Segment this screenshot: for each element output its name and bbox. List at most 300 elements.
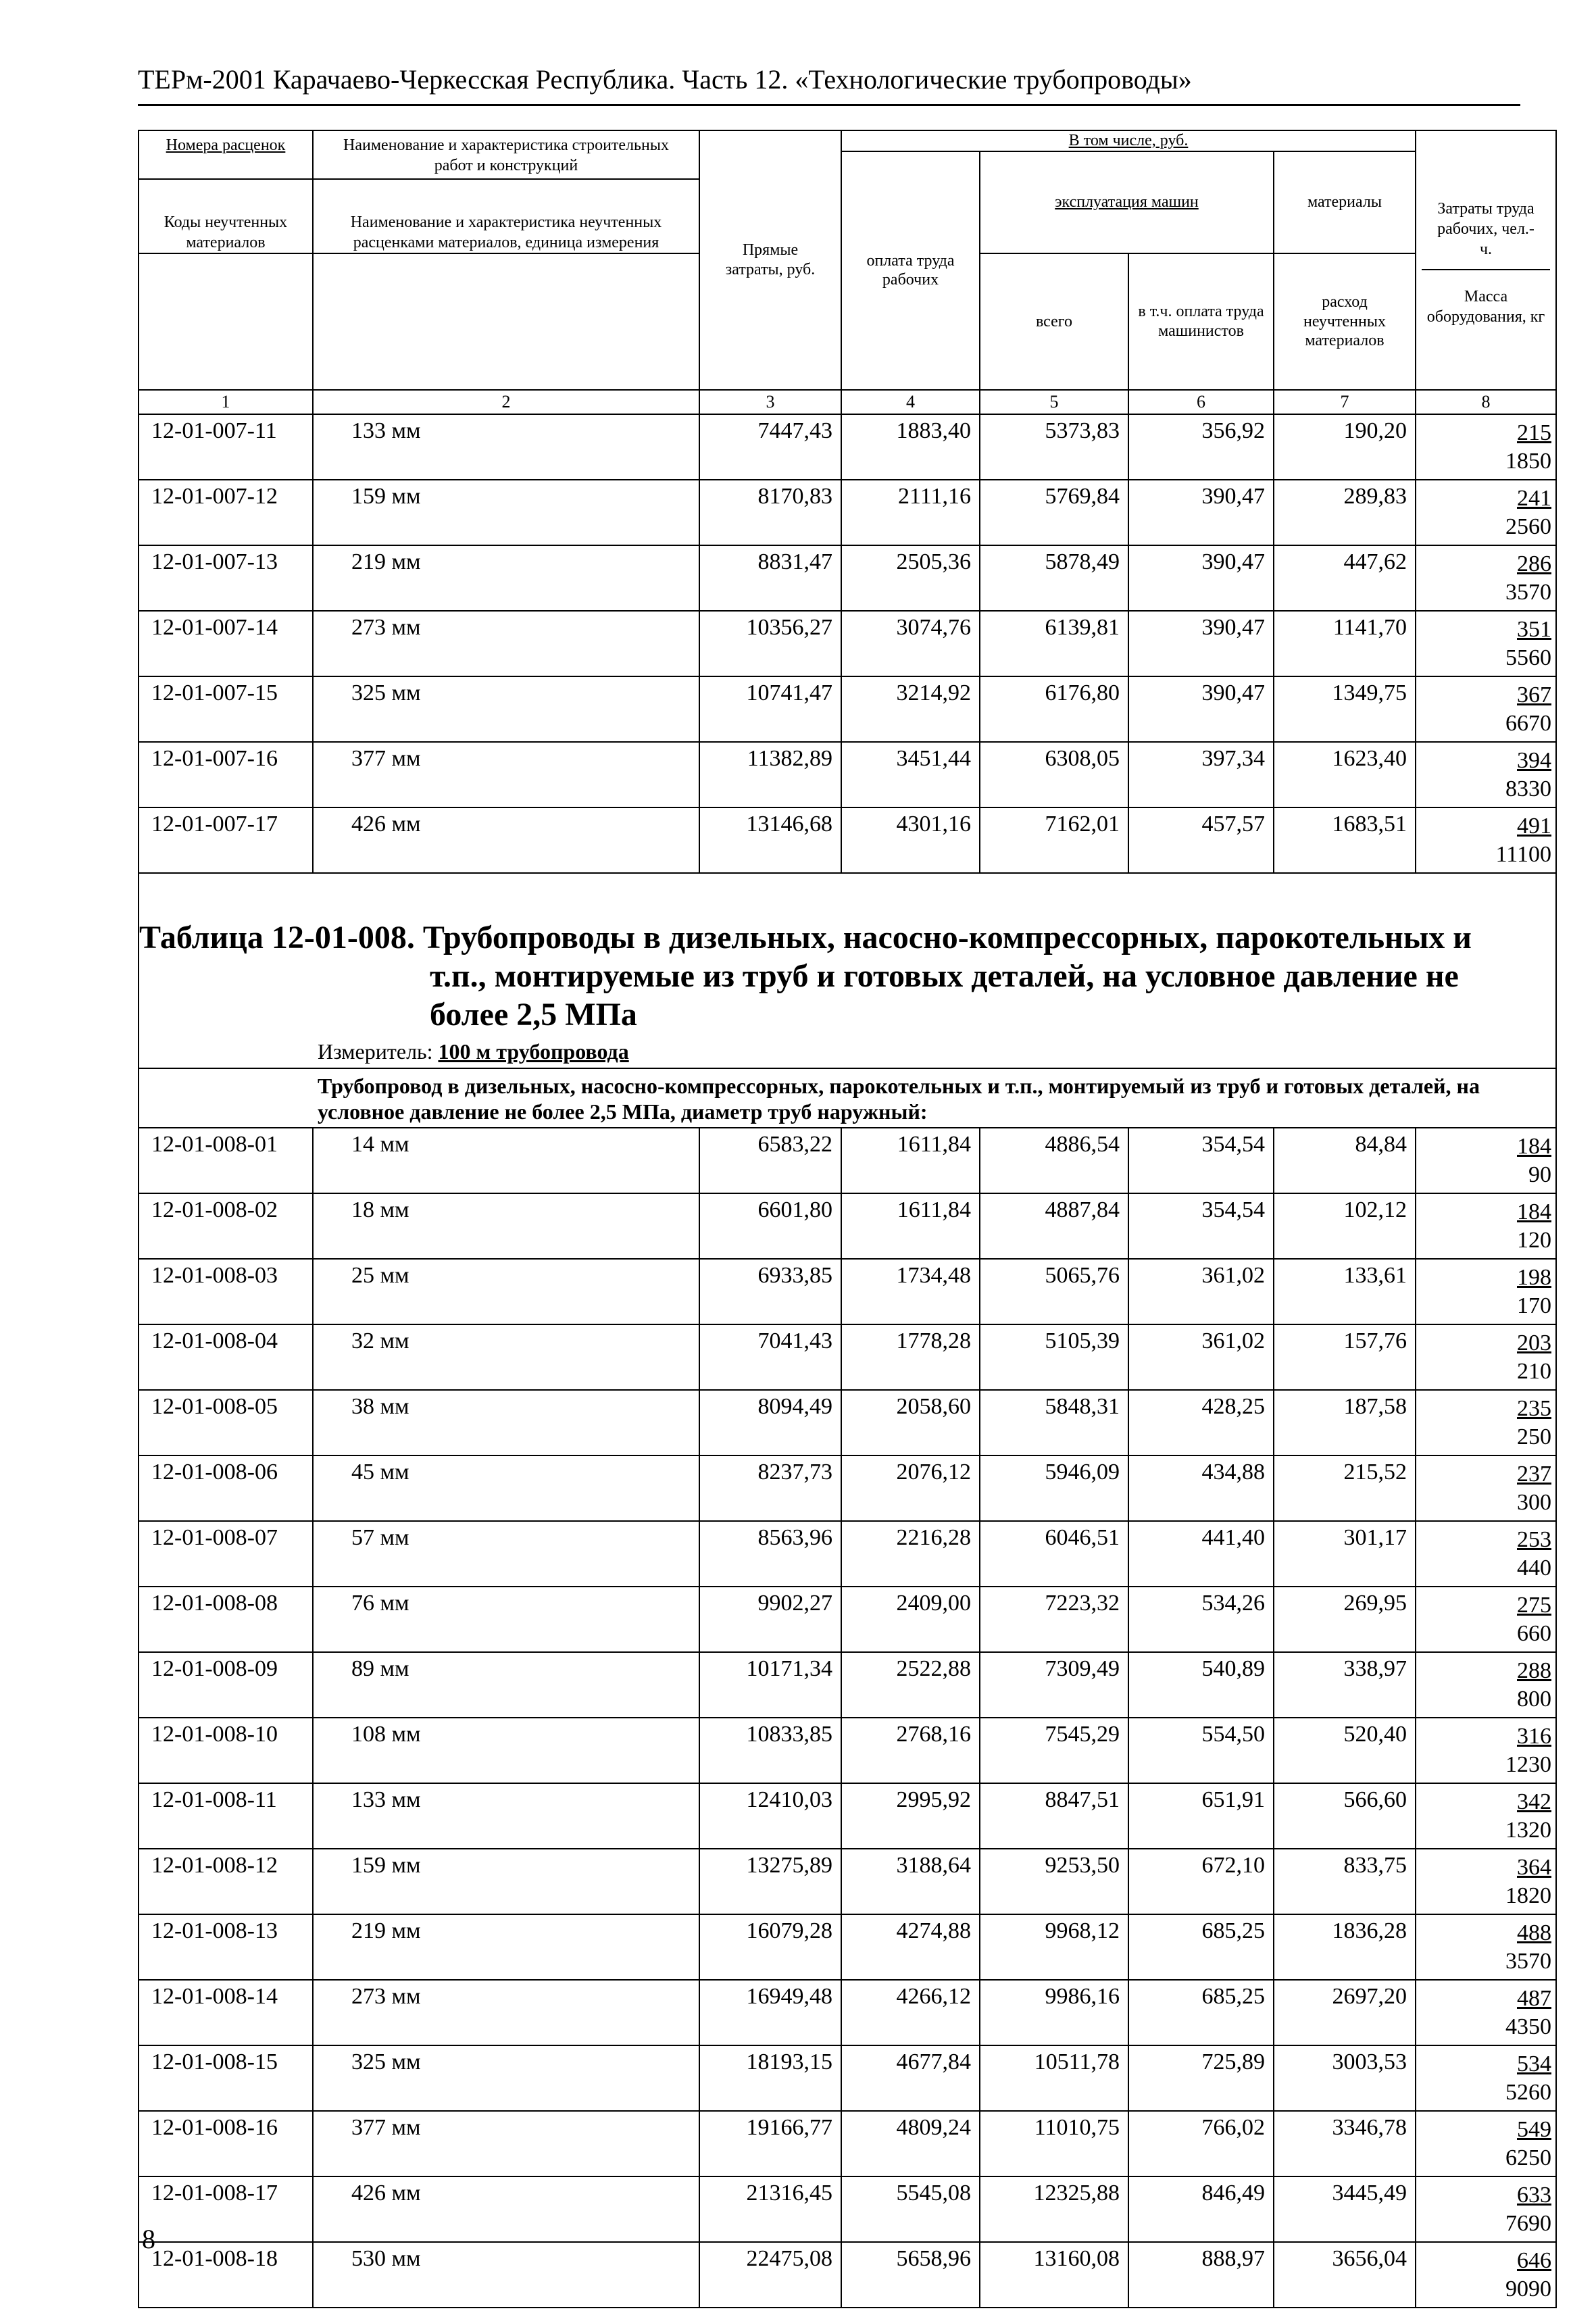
col8-header (1416, 130, 1556, 390)
equipment-mass: 4350 (1505, 2014, 1551, 2039)
machine-costs-total: 7545,29 (980, 1718, 1128, 1783)
rate-code: 12-01-008-01 (139, 1128, 313, 1193)
labor-hours: 235 (1517, 1395, 1551, 1421)
workers-wages: 1611,84 (841, 1193, 980, 1259)
table-row (139, 1783, 1556, 1849)
rate-code: 12-01-008-09 (139, 1652, 313, 1718)
operators-wages: 685,25 (1128, 1914, 1274, 1980)
table-row (139, 545, 1556, 611)
labor-mass-cell (1416, 611, 1556, 676)
machine-costs-total: 5769,84 (980, 480, 1128, 545)
rate-code: 12-01-008-07 (139, 1521, 313, 1587)
rate-code: 12-01-007-17 (139, 807, 313, 873)
labor-mass-cell (1416, 414, 1556, 480)
materials-costs: 338,97 (1274, 1652, 1416, 1718)
operators-wages: 441,40 (1128, 1521, 1274, 1587)
expl-header: эксплуатация машин (980, 151, 1274, 253)
table-row (139, 414, 1556, 480)
pipe-diameter: 25 мм (313, 1259, 699, 1324)
materials-costs: 84,84 (1274, 1128, 1416, 1193)
machine-costs-total: 7309,49 (980, 1652, 1128, 1718)
workers-wages: 2216,28 (841, 1521, 980, 1587)
machine-costs-total: 9986,16 (980, 1980, 1128, 2045)
labor-hours: 342 (1517, 1789, 1551, 1814)
col1-bottom: Коды неучтенных материалов (164, 214, 288, 251)
labor-hours: 633 (1517, 2182, 1551, 2208)
operators-wages: 540,89 (1128, 1652, 1274, 1718)
labor-mass-cell (1416, 1521, 1556, 1587)
labor-mass-cell (1416, 545, 1556, 611)
running-header: ТЕРм-2001 Карачаево-Черкесская Республика. Часть 12. «Технологические трубопроводы» (138, 64, 1192, 95)
equipment-mass: 8330 (1505, 776, 1551, 801)
section-heading: Трубопровод в дизельных, насосно-компрессорных, парокотельных и т.п., монтируемый из труб и готовых деталей, на условное давление не более 2,5 МПа, диаметр труб наружный: (139, 1068, 1556, 1128)
column-number: 2 (313, 390, 699, 414)
direct-costs: 13275,89 (699, 1849, 841, 1914)
col5-header: всего (980, 253, 1128, 390)
measure-unit (139, 1034, 1555, 1068)
materials-costs: 157,76 (1274, 1324, 1416, 1390)
materials-costs: 833,75 (1274, 1849, 1416, 1914)
equipment-mass: 170 (1517, 1293, 1551, 1318)
labor-hours: 316 (1517, 1723, 1551, 1749)
workers-wages: 1883,40 (841, 414, 980, 480)
direct-costs: 8831,47 (699, 545, 841, 611)
equipment-mass: 300 (1517, 1489, 1551, 1515)
pipe-diameter: 14 мм (313, 1128, 699, 1193)
direct-costs: 8563,96 (699, 1521, 841, 1587)
pipe-diameter: 325 мм (313, 676, 699, 742)
col6-header: в т.ч. оплата труда машинистов (1128, 253, 1274, 390)
equipment-mass: 2560 (1505, 514, 1551, 539)
column-number: 8 (1416, 390, 1556, 414)
rate-code: 12-01-008-18 (139, 2242, 313, 2308)
machine-costs-total: 6176,80 (980, 676, 1128, 742)
table-row (139, 1455, 1556, 1521)
pipe-diameter: 273 мм (313, 1980, 699, 2045)
rate-code: 12-01-008-16 (139, 2111, 313, 2176)
direct-costs: 10356,27 (699, 611, 841, 676)
operators-wages: 428,25 (1128, 1390, 1274, 1455)
materials-costs: 566,60 (1274, 1783, 1416, 1849)
rate-code: 12-01-008-10 (139, 1718, 313, 1783)
operators-wages: 534,26 (1128, 1587, 1274, 1652)
rate-code: 12-01-007-14 (139, 611, 313, 676)
rate-code: 12-01-008-15 (139, 2045, 313, 2111)
rate-code: 12-01-007-12 (139, 480, 313, 545)
workers-wages: 4677,84 (841, 2045, 980, 2111)
table-title (139, 874, 1555, 1034)
direct-costs: 8237,73 (699, 1455, 841, 1521)
rate-code: 12-01-008-12 (139, 1849, 313, 1914)
col2-bottom: Наименование и характеристика неучтенных расценками материалов, единица измерения (350, 214, 662, 251)
direct-costs: 21316,45 (699, 2176, 841, 2242)
machine-costs-total: 4886,54 (980, 1128, 1128, 1193)
col1-top: Номера расценок (139, 131, 312, 180)
materials-costs: 133,61 (1274, 1259, 1416, 1324)
machine-costs-total: 5373,83 (980, 414, 1128, 480)
labor-hours: 288 (1517, 1658, 1551, 1683)
operators-wages: 356,92 (1128, 414, 1274, 480)
equipment-mass: 5560 (1505, 645, 1551, 670)
rates-table (138, 130, 1557, 2308)
operators-wages: 457,57 (1128, 807, 1274, 873)
pipe-diameter: 133 мм (313, 414, 699, 480)
table-title-row (139, 873, 1556, 1068)
labor-mass-cell (1416, 1652, 1556, 1718)
equipment-mass: 1820 (1505, 1883, 1551, 1908)
machine-costs-total: 12325,88 (980, 2176, 1128, 2242)
labor-hours: 487 (1517, 1985, 1551, 2011)
operators-wages: 390,47 (1128, 611, 1274, 676)
pipe-diameter: 159 мм (313, 480, 699, 545)
machine-costs-total: 7162,01 (980, 807, 1128, 873)
workers-wages: 4274,88 (841, 1914, 980, 1980)
labor-mass-cell (1416, 1980, 1556, 2045)
rate-code: 12-01-007-13 (139, 545, 313, 611)
direct-costs: 13146,68 (699, 807, 841, 873)
materials-costs: 1141,70 (1274, 611, 1416, 676)
equipment-mass: 800 (1517, 1686, 1551, 1712)
direct-costs: 7041,43 (699, 1324, 841, 1390)
table-title-line: более 2,5 МПа (430, 997, 637, 1032)
pipe-diameter: 57 мм (313, 1521, 699, 1587)
labor-mass-cell (1416, 1324, 1556, 1390)
machine-costs-total: 9253,50 (980, 1849, 1128, 1914)
labor-hours: 275 (1517, 1592, 1551, 1618)
column-number: 7 (1274, 390, 1416, 414)
col2-top: Наименование и характеристика строительных работ и конструкций (314, 131, 699, 180)
equipment-mass: 1320 (1505, 1817, 1551, 1843)
workers-wages: 5545,08 (841, 2176, 980, 2242)
workers-wages: 2768,16 (841, 1718, 980, 1783)
materials-costs: 102,12 (1274, 1193, 1416, 1259)
labor-hours: 534 (1517, 2051, 1551, 2076)
operators-wages: 685,25 (1128, 1980, 1274, 2045)
column-number: 3 (699, 390, 841, 414)
equipment-mass: 6670 (1505, 711, 1551, 736)
col2-header (313, 130, 699, 253)
labor-hours: 198 (1517, 1264, 1551, 1290)
materials-costs: 1349,75 (1274, 676, 1416, 742)
labor-mass-cell (1416, 807, 1556, 873)
direct-costs: 16079,28 (699, 1914, 841, 1980)
pipe-diameter: 325 мм (313, 2045, 699, 2111)
operators-wages: 361,02 (1128, 1259, 1274, 1324)
pipe-diameter: 377 мм (313, 2111, 699, 2176)
pipe-diameter: 108 мм (313, 1718, 699, 1783)
workers-wages: 1778,28 (841, 1324, 980, 1390)
labor-hours: 184 (1517, 1199, 1551, 1224)
equipment-mass: 1850 (1505, 449, 1551, 474)
col7-header: расход неучтенных материалов (1274, 253, 1416, 390)
pipe-diameter: 273 мм (313, 611, 699, 676)
machine-costs-total: 5878,49 (980, 545, 1128, 611)
equipment-mass: 90 (1528, 1162, 1551, 1187)
table-row (139, 1128, 1556, 1193)
workers-wages: 3188,64 (841, 1849, 980, 1914)
machine-costs-total: 7223,32 (980, 1587, 1128, 1652)
direct-costs: 11382,89 (699, 742, 841, 807)
workers-wages: 4301,16 (841, 807, 980, 873)
col3-header: Прямые затраты, руб. (699, 130, 841, 390)
workers-wages: 2995,92 (841, 1783, 980, 1849)
pipe-diameter: 426 мм (313, 2176, 699, 2242)
operators-wages: 651,91 (1128, 1783, 1274, 1849)
labor-mass-cell (1416, 1193, 1556, 1259)
materials-costs: 1836,28 (1274, 1914, 1416, 1980)
labor-hours: 215 (1517, 420, 1551, 445)
operators-wages: 390,47 (1128, 676, 1274, 742)
direct-costs: 8094,49 (699, 1390, 841, 1455)
labor-mass-cell (1416, 2111, 1556, 2176)
materials-costs: 215,52 (1274, 1455, 1416, 1521)
machine-costs-total: 6046,51 (980, 1521, 1128, 1587)
materials-costs: 187,58 (1274, 1390, 1416, 1455)
direct-costs: 16949,48 (699, 1980, 841, 2045)
workers-wages: 3214,92 (841, 676, 980, 742)
machine-costs-total: 5848,31 (980, 1390, 1128, 1455)
labor-hours: 367 (1517, 682, 1551, 707)
labor-hours: 351 (1517, 617, 1551, 642)
equipment-mass: 210 (1517, 1358, 1551, 1384)
workers-wages: 1734,48 (841, 1259, 980, 1324)
operators-wages: 354,54 (1128, 1193, 1274, 1259)
labor-mass-cell (1416, 1455, 1556, 1521)
labor-mass-cell (1416, 676, 1556, 742)
equipment-mass: 660 (1517, 1620, 1551, 1646)
materials-costs: 3656,04 (1274, 2242, 1416, 2308)
table-row (139, 1521, 1556, 1587)
pipe-diameter: 426 мм (313, 807, 699, 873)
direct-costs: 10741,47 (699, 676, 841, 742)
operators-wages: 554,50 (1128, 1718, 1274, 1783)
rate-code: 12-01-007-16 (139, 742, 313, 807)
equipment-mass: 5260 (1505, 2079, 1551, 2105)
direct-costs: 22475,08 (699, 2242, 841, 2308)
pipe-diameter: 89 мм (313, 1652, 699, 1718)
labor-mass-cell (1416, 2242, 1556, 2308)
operators-wages: 766,02 (1128, 2111, 1274, 2176)
workers-wages: 4266,12 (841, 1980, 980, 2045)
machine-costs-total: 5065,76 (980, 1259, 1128, 1324)
table-row (139, 1259, 1556, 1324)
rate-code: 12-01-008-08 (139, 1587, 313, 1652)
table-row (139, 1587, 1556, 1652)
measure-value: 100 м трубопровода (438, 1039, 629, 1064)
direct-costs: 12410,03 (699, 1783, 841, 1849)
materials-costs: 269,95 (1274, 1587, 1416, 1652)
labor-mass-cell (1416, 1718, 1556, 1783)
workers-wages: 2409,00 (841, 1587, 980, 1652)
labor-hours: 184 (1517, 1133, 1551, 1159)
rate-code: 12-01-008-11 (139, 1783, 313, 1849)
table-title-line: Таблица 12-01-008. Трубопроводы в дизельных, насосно-компрессорных, парокотельных и (139, 920, 1472, 955)
workers-wages: 3451,44 (841, 742, 980, 807)
direct-costs: 10171,34 (699, 1652, 841, 1718)
column-number: 5 (980, 390, 1128, 414)
workers-wages: 3074,76 (841, 611, 980, 676)
operators-wages: 390,47 (1128, 545, 1274, 611)
pipe-diameter: 45 мм (313, 1455, 699, 1521)
materials-costs: 3346,78 (1274, 2111, 1416, 2176)
incl-header: В том числе, руб. (841, 130, 1416, 151)
measure-label: Измеритель: (318, 1039, 439, 1064)
equipment-mass: 6250 (1505, 2145, 1551, 2170)
pipe-diameter: 219 мм (313, 1914, 699, 1980)
materials-costs: 190,20 (1274, 414, 1416, 480)
materials-costs: 1683,51 (1274, 807, 1416, 873)
workers-wages: 2522,88 (841, 1652, 980, 1718)
table-row (139, 1718, 1556, 1783)
workers-wages: 2505,36 (841, 545, 980, 611)
machine-costs-total: 10511,78 (980, 2045, 1128, 2111)
table-row (139, 2242, 1556, 2308)
direct-costs: 9902,27 (699, 1587, 841, 1652)
equipment-mass: 11100 (1495, 842, 1551, 867)
table-row (139, 480, 1556, 545)
col8-top: Затраты труда рабочих, чел.-ч. (1422, 193, 1550, 270)
workers-wages: 2076,12 (841, 1455, 980, 1521)
table-row (139, 742, 1556, 807)
operators-wages: 888,97 (1128, 2242, 1274, 2308)
labor-mass-cell (1416, 1849, 1556, 1914)
table-row (139, 2176, 1556, 2242)
workers-wages: 4809,24 (841, 2111, 980, 2176)
equipment-mass: 9090 (1505, 2276, 1551, 2301)
materials-costs: 3003,53 (1274, 2045, 1416, 2111)
direct-costs: 18193,15 (699, 2045, 841, 2111)
labor-mass-cell (1416, 480, 1556, 545)
labor-hours: 394 (1517, 748, 1551, 773)
machine-costs-total: 6308,05 (980, 742, 1128, 807)
rates-table-area (138, 130, 1555, 2308)
labor-hours: 549 (1517, 2116, 1551, 2142)
materials-costs: 520,40 (1274, 1718, 1416, 1783)
labor-hours: 646 (1517, 2247, 1551, 2273)
table-row (139, 2111, 1556, 2176)
col4-header: оплата труда рабочих (841, 151, 980, 390)
rate-code: 12-01-008-13 (139, 1914, 313, 1980)
rate-code: 12-01-008-14 (139, 1980, 313, 2045)
machine-costs-total: 6139,81 (980, 611, 1128, 676)
rate-code: 12-01-007-15 (139, 676, 313, 742)
labor-mass-cell (1416, 2045, 1556, 2111)
labor-mass-cell (1416, 1259, 1556, 1324)
direct-costs: 6601,80 (699, 1193, 841, 1259)
labor-hours: 241 (1517, 486, 1551, 511)
equipment-mass: 120 (1517, 1227, 1551, 1253)
labor-mass-cell (1416, 1128, 1556, 1193)
labor-hours: 364 (1517, 1854, 1551, 1880)
machine-costs-total: 4887,84 (980, 1193, 1128, 1259)
workers-wages: 2058,60 (841, 1390, 980, 1455)
table-row (139, 1390, 1556, 1455)
machine-costs-total: 13160,08 (980, 2242, 1128, 2308)
labor-hours: 488 (1517, 1920, 1551, 1945)
materials-costs: 301,17 (1274, 1521, 1416, 1587)
labor-hours: 491 (1517, 814, 1551, 839)
page-number: 8 (142, 2224, 155, 2254)
pipe-diameter: 159 мм (313, 1849, 699, 1914)
section-heading-row (139, 1068, 1556, 1128)
labor-mass-cell (1416, 1390, 1556, 1455)
equipment-mass: 250 (1517, 1424, 1551, 1449)
table-row (139, 1849, 1556, 1914)
table-row (139, 676, 1556, 742)
direct-costs: 8170,83 (699, 480, 841, 545)
pipe-diameter: 133 мм (313, 1783, 699, 1849)
table-row (139, 611, 1556, 676)
machine-costs-total: 5105,39 (980, 1324, 1128, 1390)
direct-costs: 6583,22 (699, 1128, 841, 1193)
labor-mass-cell (1416, 2176, 1556, 2242)
table-row (139, 1193, 1556, 1259)
machine-costs-total: 11010,75 (980, 2111, 1128, 2176)
operators-wages: 397,34 (1128, 742, 1274, 807)
operators-wages: 390,47 (1128, 480, 1274, 545)
table-row (139, 1652, 1556, 1718)
column-numbers-row (139, 390, 1556, 414)
rate-code: 12-01-008-06 (139, 1455, 313, 1521)
rate-code: 12-01-008-05 (139, 1390, 313, 1455)
labor-hours: 237 (1517, 1461, 1551, 1487)
equipment-mass: 440 (1517, 1555, 1551, 1580)
equipment-mass: 1230 (1505, 1751, 1551, 1777)
col1-header (139, 130, 313, 253)
pipe-diameter: 32 мм (313, 1324, 699, 1390)
labor-hours: 203 (1517, 1330, 1551, 1355)
materials-costs: 1623,40 (1274, 742, 1416, 807)
direct-costs: 10833,85 (699, 1718, 841, 1783)
materials-costs: 289,83 (1274, 480, 1416, 545)
mat-header: материалы (1274, 151, 1416, 253)
operators-wages: 725,89 (1128, 2045, 1274, 2111)
direct-costs: 19166,77 (699, 2111, 841, 2176)
table-row (139, 2045, 1556, 2111)
pipe-diameter: 76 мм (313, 1587, 699, 1652)
workers-wages: 2111,16 (841, 480, 980, 545)
table-row (139, 1980, 1556, 2045)
operators-wages: 672,10 (1128, 1849, 1274, 1914)
materials-costs: 2697,20 (1274, 1980, 1416, 2045)
pipe-diameter: 18 мм (313, 1193, 699, 1259)
labor-mass-cell (1416, 1783, 1556, 1849)
machine-costs-total: 5946,09 (980, 1455, 1128, 1521)
machine-costs-total: 9968,12 (980, 1914, 1128, 1980)
pipe-diameter: 219 мм (313, 545, 699, 611)
materials-costs: 447,62 (1274, 545, 1416, 611)
table-row (139, 1914, 1556, 1980)
direct-costs: 7447,43 (699, 414, 841, 480)
labor-hours: 286 (1517, 551, 1551, 576)
operators-wages: 361,02 (1128, 1324, 1274, 1390)
workers-wages: 1611,84 (841, 1128, 980, 1193)
equipment-mass: 3570 (1505, 580, 1551, 605)
operators-wages: 846,49 (1128, 2176, 1274, 2242)
table-title-line: т.п., монтируемые из труб и готовых деталей, на условное давление не (430, 958, 1459, 994)
operators-wages: 354,54 (1128, 1128, 1274, 1193)
workers-wages: 5658,96 (841, 2242, 980, 2308)
labor-mass-cell (1416, 742, 1556, 807)
equipment-mass: 3570 (1505, 1948, 1551, 1974)
column-number: 6 (1128, 390, 1274, 414)
table-row (139, 1324, 1556, 1390)
labor-mass-cell (1416, 1914, 1556, 1980)
machine-costs-total: 8847,51 (980, 1783, 1128, 1849)
materials-costs: 3445,49 (1274, 2176, 1416, 2242)
pipe-diameter: 38 мм (313, 1390, 699, 1455)
rate-code: 12-01-008-04 (139, 1324, 313, 1390)
